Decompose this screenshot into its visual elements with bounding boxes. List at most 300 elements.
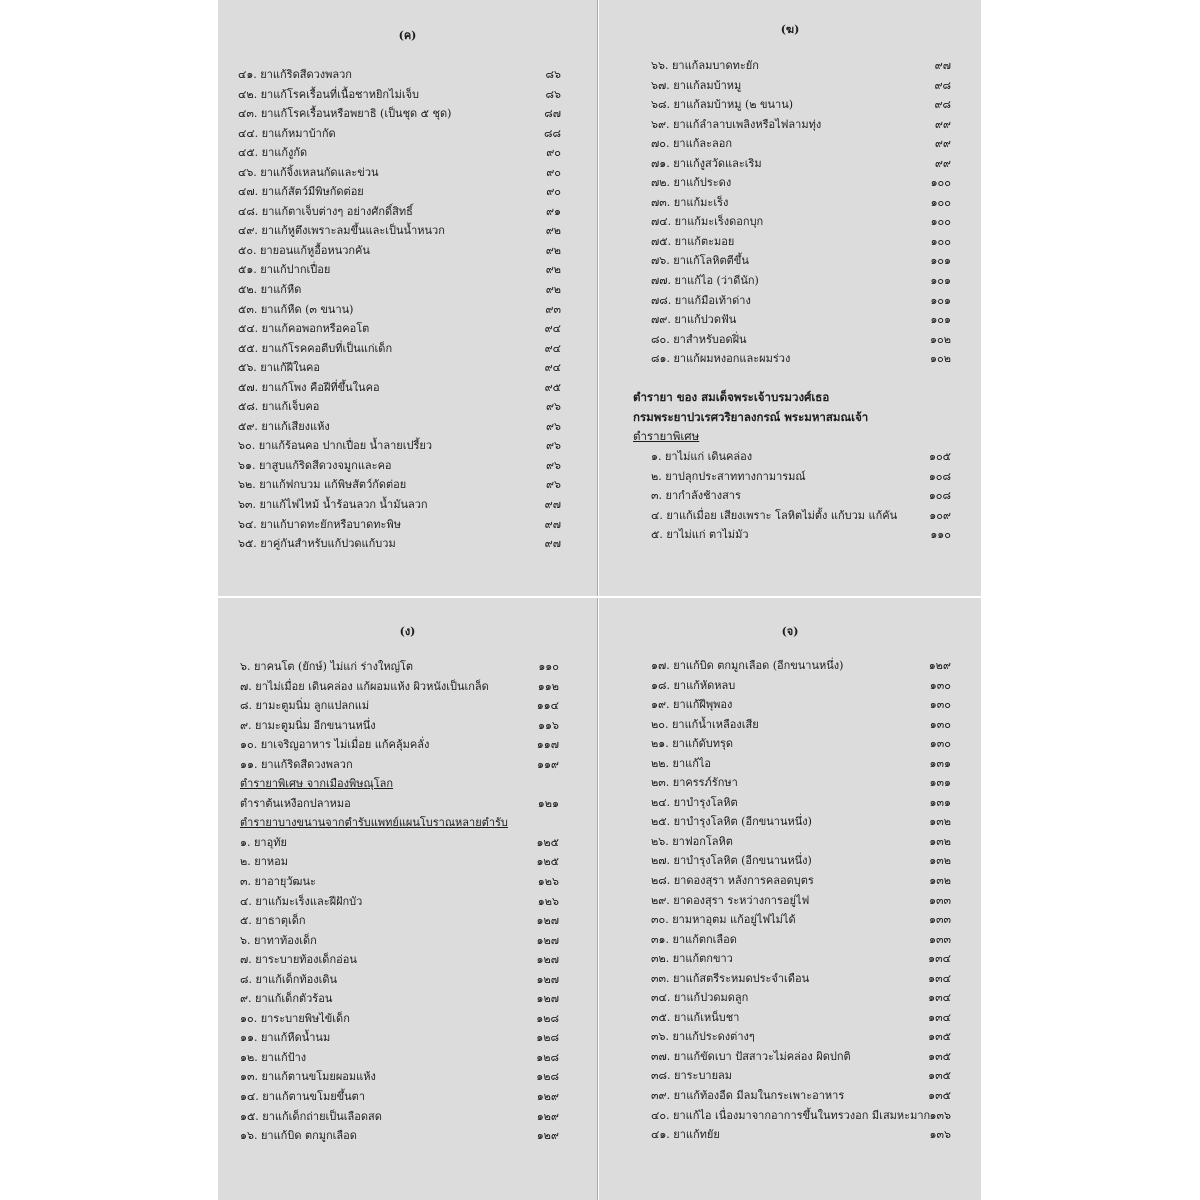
toc-entry [599, 695, 981, 715]
toc-entry [218, 397, 597, 417]
toc-entry-title: ๖. ยาทาท้องเด็ก [240, 933, 317, 947]
toc-entry-title: ๔๔. ยาแก้หมาบ้ากัด [238, 126, 336, 140]
toc-entry-title: ๓๙. ยาแก้ท้องอืด มีลมในกระเพาะอาหาร [651, 1089, 845, 1103]
toc-entry [599, 793, 981, 813]
toc-entry [218, 1009, 597, 1029]
toc-entry-page: ๑๒๘ [536, 1050, 559, 1064]
toc-entry-page: ๘๘ [544, 126, 561, 140]
toc-entry-page: ๑๐๒ [930, 332, 951, 346]
toc-entry-title: ๓. ยาอายุวัฒนะ [240, 875, 316, 889]
toc-entry-title: ๓๑. ยาแก้ตกเลือด [651, 932, 737, 946]
toc-entry-title: ๑๔. ยาแก้ตานขโมยขึ้นตา [240, 1090, 365, 1104]
toc-entry-title: ๗๙. ยาแก้ปวดฟัน [651, 313, 737, 327]
toc-entry [218, 85, 597, 105]
toc-entry-page: ๙๖ [545, 478, 561, 492]
toc-entry [599, 812, 981, 832]
toc-entry-page: ๑๑๐ [930, 528, 951, 542]
page-number: (ค) [398, 29, 417, 42]
toc-entry-title: ๕๖. ยาแก้ฝีในคอ [238, 361, 320, 375]
toc-entry [599, 988, 981, 1008]
toc-entry-title: ๘๑. ยาแก้ผมหงอกและผมร่วง [651, 352, 791, 366]
toc-entry-title: ๗๔. ยาแก้มะเร็งดอกบุก [651, 215, 764, 229]
toc-entry [218, 1067, 597, 1087]
toc-entry-title: ๖๔. ยาแก้บาดทะยักหรือบาดทะพิษ [238, 517, 401, 531]
toc-entry-page: ๙๖ [545, 400, 561, 414]
toc-entry [218, 1028, 597, 1048]
toc-entry-title: ๓๔. ยาแก้ปวดมดลูก [651, 991, 749, 1005]
toc-entry-title: ๕๐. ยายอนแก้หูอื้อหนวกคัน [238, 243, 370, 257]
toc-entry [218, 436, 597, 456]
toc-entry-page: ๑๓๔ [928, 1010, 951, 1024]
toc-entry-page: ๑๓๔ [928, 952, 951, 966]
section-heading [633, 388, 971, 447]
toc-entry [599, 1027, 981, 1047]
toc-entry-page: ๙๕ [544, 380, 561, 394]
toc-entry [218, 716, 597, 736]
toc-entry [218, 241, 597, 261]
toc-entry [218, 813, 597, 833]
toc-entry [218, 931, 597, 951]
page-number: (ฆ) [780, 23, 800, 36]
toc-entry-title: ๗๕. ยาแก้ตะมอย [651, 234, 735, 248]
toc-entry-title: ๔๑. ยาแก้ทยัย [651, 1128, 720, 1142]
toc-entry-page: ๑๓๒ [929, 815, 951, 829]
toc-entry-page: ๙๙ [934, 156, 951, 170]
toc-entry [218, 677, 597, 697]
toc-entry-page: ๘๖ [545, 68, 561, 81]
toc-entry-title: ๙. ยามะตูมนิ่ม อีกขนานหนึ่ง [240, 718, 376, 732]
toc-entry-page: ๑๐๑ [930, 254, 951, 268]
toc-entry [599, 134, 981, 154]
toc-entry [218, 319, 597, 339]
toc-entry [599, 271, 981, 291]
toc-entry-page: ๑๑๖ [538, 718, 559, 732]
toc-entry-page: ๑๒๙ [536, 1129, 559, 1143]
toc-entry-title: ๕. ยาธาตุเด็ก [240, 914, 306, 928]
toc-entry-title: ๙. ยาแก้เด็กตัวร้อน [240, 992, 333, 1006]
toc-page-bottom-left [218, 598, 598, 1200]
toc-entry-page: ๑๓๕ [928, 1089, 951, 1103]
toc-entry [218, 339, 597, 359]
toc-entry [218, 104, 597, 124]
toc-entry-title: ๑๑. ยาแก้หืดน้ำนม [240, 1031, 331, 1045]
toc-entry [218, 1107, 597, 1127]
toc-entry-title: ๔. ยาแก้เมื่อย เสียงเพราะ โลหิตไม่ตั้ง แก้บวม แก้คัน [651, 508, 898, 522]
toc-entry-title: ๑. ยาอุทัย [240, 835, 287, 849]
toc-entry [599, 330, 981, 350]
toc-entry-title: ๘. ยามะตูมนิ่ม ลูกแปลกแม่ [240, 699, 370, 713]
toc-entry-title: ๔๐. ยาแก้ไอ เนื่องมาจากอาการขึ้นในทรวงอก มีเสมหะมาก [651, 1108, 931, 1122]
toc-entry [599, 949, 981, 969]
toc-entry-title: ๑๓. ยาแก้ตานขโมยผอมแห้ง [240, 1070, 376, 1084]
toc-entry-title: ตำรายาบางขนานจากตำรับแพทย์แผนโบราณหลายตำรับ [240, 816, 508, 830]
toc-entry-title: ๔๓. ยาแก้โรคเรื้อนหรือพยาธิ (เป็นชุด ๕ ชุด) [238, 107, 452, 121]
toc-entry-title: ๖๐. ยาแก้ร้อนคอ ปากเปื่อย น้ำลายเปรี้ยว [238, 439, 432, 453]
toc-entry [599, 1106, 981, 1126]
toc-entry [599, 1047, 981, 1067]
toc-entry-page: ๑๐๐ [930, 195, 951, 209]
toc-entry-page: ๑๐๘ [928, 469, 951, 483]
toc-entry-title: ๕๒. ยาแก้หืด [238, 283, 302, 297]
toc-entry [599, 1008, 981, 1028]
page-number: (ง) [399, 625, 416, 638]
toc-list [218, 657, 597, 1146]
toc-entry-title: ๔๙. ยาแก้หูตึงเพราะลมขึ้นและเป็นน้ำหนวก [238, 224, 445, 238]
toc-entry [218, 534, 597, 554]
toc-entry-page: ๙๐ [546, 146, 561, 160]
toc-entry-title: ตำราต้นเหงือกปลาหมอ [240, 796, 351, 810]
toc-entry-title: ๗. ยาไม่เมื่อย เดินคล่อง แก้ผอมแห้ง ผิวหนังเป็นเกล็ด [240, 679, 489, 693]
toc-entry-title: ๑๘. ยาแก้หัดหลบ [651, 678, 736, 692]
toc-entry-page: ๙๒ [545, 283, 561, 297]
toc-entry-title: ๗๒. ยาแก้ประดง [651, 176, 732, 190]
toc-entry-page: ๑๒๗ [536, 972, 559, 986]
toc-entry-page: ๑๓๓ [928, 893, 951, 907]
toc-entry-title: ๑๕. ยาแก้เด็กถ่ายเป็นเลือดสด [240, 1109, 382, 1123]
toc-entry-title: ๒๔. ยาบำรุงโลหิต [651, 795, 738, 809]
toc-entry-page: ๙๗ [934, 59, 951, 72]
toc-entry [218, 989, 597, 1009]
toc-entry [218, 852, 597, 872]
toc-entry-page: ๑๓๐ [929, 698, 951, 712]
toc-entry-title: ๗๖. ยาแก้โลหิตตีขึ้น [651, 254, 749, 268]
toc-entry-title: ๔๑. ยาแก้ริดสีดวงพลวก [238, 68, 352, 81]
toc-entry [599, 486, 981, 506]
toc-entry-title: ๓๘. ยาระบายลม [651, 1069, 733, 1083]
toc-entry-page: ๑๓๑ [929, 776, 951, 790]
toc-entry-title: ๕๓. ยาแก้หืด (๓ ขนาน) [238, 302, 354, 316]
toc-entry-title: ๒๑. ยาแก้ดับทรุด [651, 737, 734, 751]
toc-entry-title: ๗๐. ยาแก้ละลอก [651, 137, 733, 151]
toc-entry [599, 734, 981, 754]
toc-section-list [599, 447, 981, 545]
toc-entry [218, 774, 597, 794]
toc-entry-page: ๑๓๑ [929, 795, 951, 809]
toc-entry [599, 871, 981, 891]
toc-entry-page: ๙๗ [544, 498, 561, 512]
toc-entry-title: ตำรายาพิเศษ จากเมืองพิษณุโลก [240, 777, 394, 791]
toc-entry-page: ๑๑๔ [536, 699, 559, 713]
toc-entry-title: ๑๐. ยาเจริญอาหาร ไม่เมื่อย แก้คลุ้มคลั่ง [240, 738, 430, 752]
toc-entry-page: ๑๐๙ [929, 508, 951, 522]
toc-entry-page: ๙๐ [546, 165, 561, 179]
toc-entry [218, 657, 597, 677]
toc-entry [218, 163, 597, 183]
toc-entry [218, 300, 597, 320]
toc-entry-page: ๑๐๒ [930, 352, 951, 366]
toc-entry-title: ๗๗. ยาแก้ไอ (ว่าดีนัก) [651, 274, 759, 288]
toc-entry-page: ๙๖ [545, 458, 561, 472]
toc-entry [218, 221, 597, 241]
toc-entry-page: ๑๒๙ [928, 659, 951, 672]
toc-entry-title: ๔๘. ยาแก้ตาเจ็บต่างๆ อย่างศักดิ์สิทธิ์ [238, 204, 413, 218]
toc-entry [218, 182, 597, 202]
toc-entry [599, 754, 981, 774]
toc-entry [599, 232, 981, 252]
toc-entry-title: ๒๒. ยาแก้ไอ [651, 756, 712, 770]
toc-entry [599, 676, 981, 696]
toc-entry-title: ๖๖. ยาแก้ลมบาดทะยัก [651, 59, 759, 72]
toc-entry-page: ๙๔ [544, 341, 561, 355]
toc-entry [599, 447, 981, 467]
toc-entry [218, 202, 597, 222]
toc-entry-page: ๑๒๗ [536, 933, 559, 947]
toc-entry-title: ๕๕. ยาแก้โรคคอตีบที่เป็นแก่เด็ก [238, 341, 393, 355]
toc-entry-title: ๔๒. ยาแก้โรคเรื้อนที่เนื้อชาหยิกไม่เจ็บ [238, 87, 420, 101]
toc-entry-title: ๒๙. ยาดองสุรา ระหว่างการอยู่ไฟ [651, 893, 810, 907]
toc-entry-title: ๒๗. ยาบำรุงโลหิต (อีกขนานหนึ่ง) [651, 854, 812, 868]
toc-entry-title: ๖๓. ยาแก้ไฟไหม้ น้ำร้อนลวก น้ำมันลวก [238, 498, 428, 512]
toc-entry [218, 872, 597, 892]
toc-entry [599, 310, 981, 330]
toc-entry-title: ๖๘. ยาแก้ลมบ้าหมู (๒ ขนาน) [651, 98, 794, 112]
toc-entry [218, 794, 597, 814]
toc-entry [599, 851, 981, 871]
toc-entry-page: ๑๒๘ [536, 1011, 559, 1025]
toc-entry [599, 656, 981, 676]
toc-entry-title: ๒. ยาหอม [240, 855, 288, 869]
toc-entry-title: ๔. ยาแก้มะเร็งและฝีฝักบัว [240, 894, 363, 908]
toc-entry [599, 212, 981, 232]
toc-entry [218, 950, 597, 970]
toc-entry-title: ๓๕. ยาแก้เหน็บชา [651, 1010, 740, 1024]
toc-entry-title: ๕๘. ยาแก้เจ็บคอ [238, 400, 320, 414]
toc-entry-page: ๙๓ [545, 302, 561, 316]
toc-entry-page: ๑๒๙ [536, 1090, 559, 1104]
toc-entry-page: ๑๑๙ [536, 757, 559, 771]
toc-entry [599, 76, 981, 96]
toc-entry-title: ๒๘. ยาดองสุรา หลังการคลอดบุตร [651, 874, 814, 888]
toc-entry-page: ๙๒ [545, 243, 561, 257]
toc-entry [218, 515, 597, 535]
toc-entry-page: ๑๒๗ [536, 992, 559, 1006]
toc-entry [218, 456, 597, 476]
toc-entry-title: ๓๓. ยาแก้สตรีระหมดประจำเดือน [651, 971, 810, 985]
toc-entry-title: ๖๗. ยาแก้ลมบ้าหมู [651, 78, 742, 92]
toc-entry-title: ๒. ยาปลุกประสาททางกามารมณ์ [651, 469, 806, 483]
toc-entry [218, 475, 597, 495]
toc-entry-title: ๖๙. ยาแก้ลำลาบเพลิงหรือไฟลามทุ่ง [651, 117, 822, 131]
toc-entry [599, 773, 981, 793]
toc-entry-page: ๑๐๐ [930, 234, 951, 248]
toc-entry [599, 525, 981, 545]
toc-entry-page: ๑๐๘ [928, 489, 951, 503]
toc-entry-page: ๑๒๕ [536, 835, 559, 849]
toc-entry-page: ๑๐๑ [930, 313, 951, 327]
toc-entry [218, 124, 597, 144]
toc-list [218, 65, 597, 554]
toc-entry-page: ๑๒๘ [536, 1070, 559, 1084]
toc-entry-title: ๘๐. ยาสำหรับอดฝิ่น [651, 332, 747, 346]
toc-entry-page: ๑๐๐ [930, 176, 951, 190]
toc-entry [218, 495, 597, 515]
toc-entry [218, 358, 597, 378]
toc-entry [218, 280, 597, 300]
toc-entry-page: ๙๔ [544, 361, 561, 375]
toc-entry [599, 154, 981, 174]
toc-entry [218, 1126, 597, 1146]
toc-entry-page: ๑๒๖ [537, 894, 559, 908]
toc-entry-page: ๑๐๑ [930, 274, 951, 288]
toc-entry [599, 1086, 981, 1106]
toc-entry-page: ๑๓๐ [929, 737, 951, 751]
toc-entry-page: ๙๗ [544, 537, 561, 551]
toc-entry-page: ๑๓๕ [928, 1049, 951, 1063]
toc-entry-title: ๑๖. ยาแก้บิด ตกมูกเลือด [240, 1129, 357, 1143]
toc-entry-title: ๖๑. ยาสูบแก้ริดสีดวงจมูกและคอ [238, 458, 392, 472]
toc-entry [218, 735, 597, 755]
toc-entry-page: ๙๘ [934, 78, 951, 92]
toc-entry-title: ๑๒. ยาแก้ป้าง [240, 1050, 307, 1064]
toc-entry-page: ๑๓๑ [929, 756, 951, 770]
toc-entry-title: ๒๓. ยาครรภ์รักษา [651, 776, 738, 790]
toc-entry-page: ๙๖ [545, 419, 561, 433]
toc-entry-title: ๗๓. ยาแก้มะเร็ง [651, 195, 729, 209]
toc-entry [599, 930, 981, 950]
toc-entry-title: ๖. ยาคนโต (ยักษ์) ไม่แก่ ร่างใหญ่โต [240, 660, 413, 673]
toc-entry-title: ๒๐. ยาแก้น้ำเหลืองเสีย [651, 717, 759, 731]
toc-entry-title: ๕. ยาไม่แก่ ตาไม่มัว [651, 528, 749, 542]
toc-entry-page: ๑๐๐ [930, 215, 951, 229]
toc-page-top-right [599, 0, 981, 596]
toc-entry-page: ๑๓๔ [928, 971, 951, 985]
toc-entry [218, 417, 597, 437]
toc-list [599, 56, 981, 369]
toc-entry-page: ๑๒๙ [536, 1109, 559, 1123]
toc-entry-title: ๑. ยาไม่แก่ เดินคล่อง [651, 450, 753, 463]
toc-entry [599, 715, 981, 735]
toc-entry-page: ๙๘ [934, 98, 951, 112]
toc-entry-page: ๙๙ [934, 117, 951, 131]
toc-entry-page: ๑๓๐ [929, 678, 951, 692]
toc-entry [599, 349, 981, 369]
toc-entry-page: ๑๒๗ [536, 953, 559, 967]
toc-entry [599, 506, 981, 526]
toc-entry [218, 378, 597, 398]
section-heading-line-1: ตำรายา ของ สมเด็จพระเจ้าบรมวงศ์เธอ [633, 390, 830, 404]
toc-entry-page: ๑๒๖ [537, 875, 559, 889]
toc-entry-page: ๙๗ [544, 517, 561, 531]
toc-entry-title: ๖๒. ยาแก้ฟกบวม แก้พิษสัตว์กัดต่อย [238, 478, 407, 492]
toc-entry [218, 755, 597, 775]
section-subheading: ตำรายาพิเศษ [633, 429, 700, 443]
page-number: (จ) [781, 625, 799, 638]
toc-entry-title: ๑๙. ยาแก้ฝีพุพอง [651, 698, 733, 712]
toc-entry-title: ๖๕. ยาคู่กันสำหรับแก้ปวดแก้บวม [238, 537, 396, 551]
toc-entry [599, 115, 981, 135]
toc-entry-title: ๓๒. ยาแก้ตกขาว [651, 952, 733, 966]
toc-entry-title: ๔๖. ยาแก้จิ้งเหลนกัดและข่วน [238, 165, 379, 179]
toc-entry-page: ๑๓๔ [928, 991, 951, 1005]
toc-entry-title: ๓. ยากำลังช้างสาร [651, 489, 741, 503]
toc-entry [599, 56, 981, 76]
toc-entry [218, 65, 597, 85]
toc-entry [599, 251, 981, 271]
toc-entry-title: ๕๑. ยาแก้ปากเปื่อย [238, 263, 331, 277]
toc-page-top-left [218, 0, 598, 596]
toc-entry-page: ๑๑๒ [537, 679, 559, 693]
toc-entry [599, 1125, 981, 1145]
toc-entry-title: ๑๐. ยาระบายพิษไข้เด็ก [240, 1011, 350, 1025]
toc-entry [218, 143, 597, 163]
toc-entry-page: ๑๓๓ [928, 932, 951, 946]
toc-entry [599, 173, 981, 193]
toc-entry [599, 969, 981, 989]
toc-entry-page: ๑๓๐ [929, 717, 951, 731]
toc-entry [599, 291, 981, 311]
toc-entry-page: ๙๐ [546, 185, 561, 199]
toc-entry-title: ๕๔. ยาแก้คอพอกหรือคอโต [238, 322, 370, 336]
toc-entry [218, 970, 597, 990]
toc-entry [218, 892, 597, 912]
toc-page-bottom-right [599, 598, 981, 1200]
toc-entry-page: ๑๑๗ [536, 738, 559, 752]
toc-entry-page: ๑๓๒ [929, 854, 951, 868]
toc-entry-title: ๑๗. ยาแก้บิด ตกมูกเลือด (อีกขนานหนึ่ง) [651, 659, 844, 672]
toc-list [599, 656, 981, 1145]
toc-entry-title: ๕๙. ยาแก้เสียงแห้ง [238, 419, 330, 433]
toc-entry-page: ๑๓๖ [929, 1108, 951, 1122]
toc-entry [599, 193, 981, 213]
toc-entry [599, 1066, 981, 1086]
toc-entry-title: ๑๑. ยาแก้ริดสีดวงพลวก [240, 757, 353, 771]
toc-entry-title: ๓๐. ยามหาอุตม แก้อยู่ไฟไม่ได้ [651, 913, 796, 927]
toc-entry-title: ๔๗. ยาแก้สัตว์มีพิษกัดต่อย [238, 185, 364, 199]
toc-entry-page: ๑๓๕ [928, 1069, 951, 1083]
toc-entry-page: ๑๓๒ [929, 834, 951, 848]
toc-entry-title: ๕๗. ยาแก้โพง คือฝีที่ขึ้นในคอ [238, 380, 380, 394]
toc-entry-title: ๗๑. ยาแก้งูสวัดและเริม [651, 156, 762, 170]
toc-entry-page: ๙๖ [545, 439, 561, 453]
toc-entry-page: ๘๖ [545, 87, 561, 101]
toc-entry [218, 1048, 597, 1068]
toc-entry [599, 910, 981, 930]
toc-entry-title: ๒๕. ยาบำรุงโลหิต (อีกขนานหนึ่ง) [651, 815, 812, 829]
toc-entry-title: ๓๖. ยาแก้ประดงต่างๆ [651, 1030, 755, 1044]
toc-entry-page: ๑๒๘ [536, 1031, 559, 1045]
toc-entry-page: ๘๗ [544, 107, 561, 121]
toc-entry-title: ๓๗. ยาแก้ขัดเบา ปัสสาวะไม่คล่อง ผิดปกติ [651, 1049, 851, 1063]
toc-entry [599, 891, 981, 911]
toc-entry-title: ๘. ยาแก้เด็กท้องเดิน [240, 972, 338, 986]
toc-entry-page: ๑๓๒ [929, 874, 951, 888]
toc-entry-title: ๗๘. ยาแก้มือเท้าด่าง [651, 293, 751, 307]
toc-entry-title: ๔๕. ยาแก้งูกัด [238, 146, 308, 160]
toc-entry-title: ๒๖. ยาฟอกโลหิต [651, 834, 733, 848]
toc-entry-title: ๗. ยาระบายท้องเด็กอ่อน [240, 953, 357, 967]
section-heading-line-2: กรมพระยาปวเรศวริยาลงกรณ์ พระมหาสมณเจ้า [633, 409, 869, 424]
toc-entry [599, 467, 981, 487]
toc-entry-page: ๑๐๕ [928, 450, 951, 463]
toc-entry [599, 95, 981, 115]
toc-entry [218, 260, 597, 280]
toc-entry [218, 911, 597, 931]
toc-entry-page: ๑๓๓ [928, 913, 951, 927]
toc-entry-page: ๑๐๑ [930, 293, 951, 307]
toc-entry-page: ๑๒๗ [536, 914, 559, 928]
toc-entry-page: ๙๑ [545, 204, 561, 218]
toc-entry-page: ๑๑๐ [538, 660, 559, 673]
toc-entry [218, 833, 597, 853]
toc-entry [599, 832, 981, 852]
toc-entry-page: ๑๒๑ [537, 796, 559, 810]
toc-entry-page: ๑๓๖ [929, 1128, 951, 1142]
toc-entry-page: ๙๔ [544, 322, 561, 336]
toc-entry-page: ๙๙ [934, 137, 951, 151]
toc-entry [218, 1087, 597, 1107]
toc-entry-page: ๑๒๕ [536, 855, 559, 869]
toc-entry-page: ๙๒ [545, 263, 561, 277]
